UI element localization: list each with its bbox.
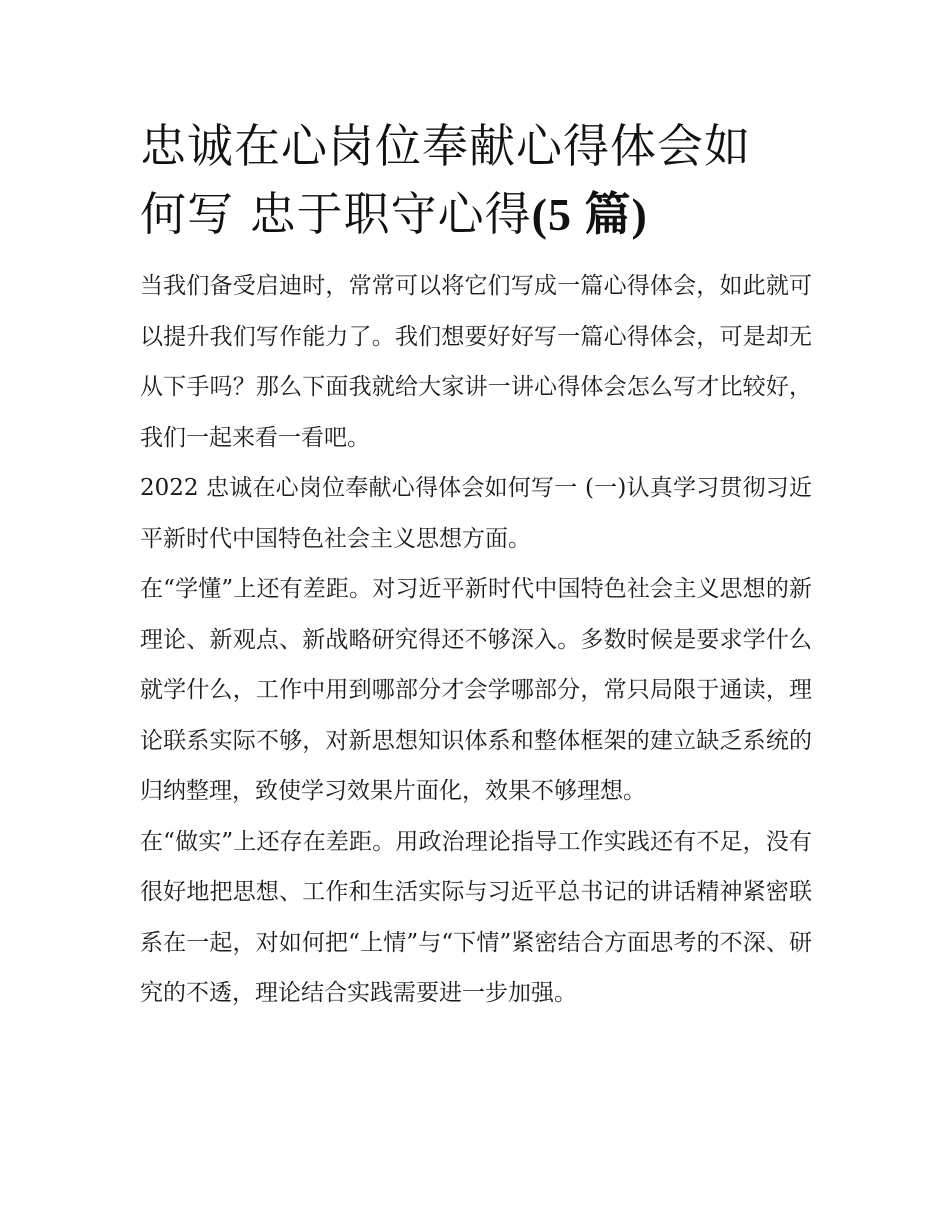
paragraph-study: 在“学懂”上还有差距。对习近平新时代中国特色社会主义思想的新理论、新观点、新战略研究得还不够深入。多数时候是要求学什么就学什么，工作中用到哪部分才会学哪部分，常只局限于通读，理论联系实际不够，对新思想知识体系和整体框架的建立缺乏系统的归纳整理，致使学习效果片面化，效果不够理想。	[140, 576, 812, 804]
document-page	[140, 112, 812, 1019]
paragraph-intro: 当我们备受启迪时，常常可以将它们写成一篇心得体会，如此就可以提升我们写作能力了。我们想要好好写一篇心得体会，可是却无从下手吗？那么下面我就给大家讲一讲心得体会怎么写才比较好，我们一起来看一看吧。	[140, 273, 812, 451]
document-body	[140, 261, 812, 1019]
title-count: (5 篇)	[531, 189, 648, 240]
title-line-2: 何写 忠于职守心得	[140, 187, 532, 241]
document-title	[140, 112, 812, 249]
paragraph-practice: 在“做实”上还存在差距。用政治理论指导工作实践还有不足，没有很好地把思想、工作和生活实际与习近平总书记的讲话精神紧密联系在一起，对如何把“上情”与“下情”紧密结合方面思考的不深、研究的不透，理论结合实践需要进一步加强。	[140, 828, 812, 1006]
title-line-1: 忠诚在心岗位奉献心得体会如	[140, 119, 751, 173]
paragraph-section-heading: 2022 忠诚在心岗位奉献心得体会如何写一 (一)认真学习贯彻习近平新时代中国特色社会主义思想方面。	[140, 475, 812, 552]
